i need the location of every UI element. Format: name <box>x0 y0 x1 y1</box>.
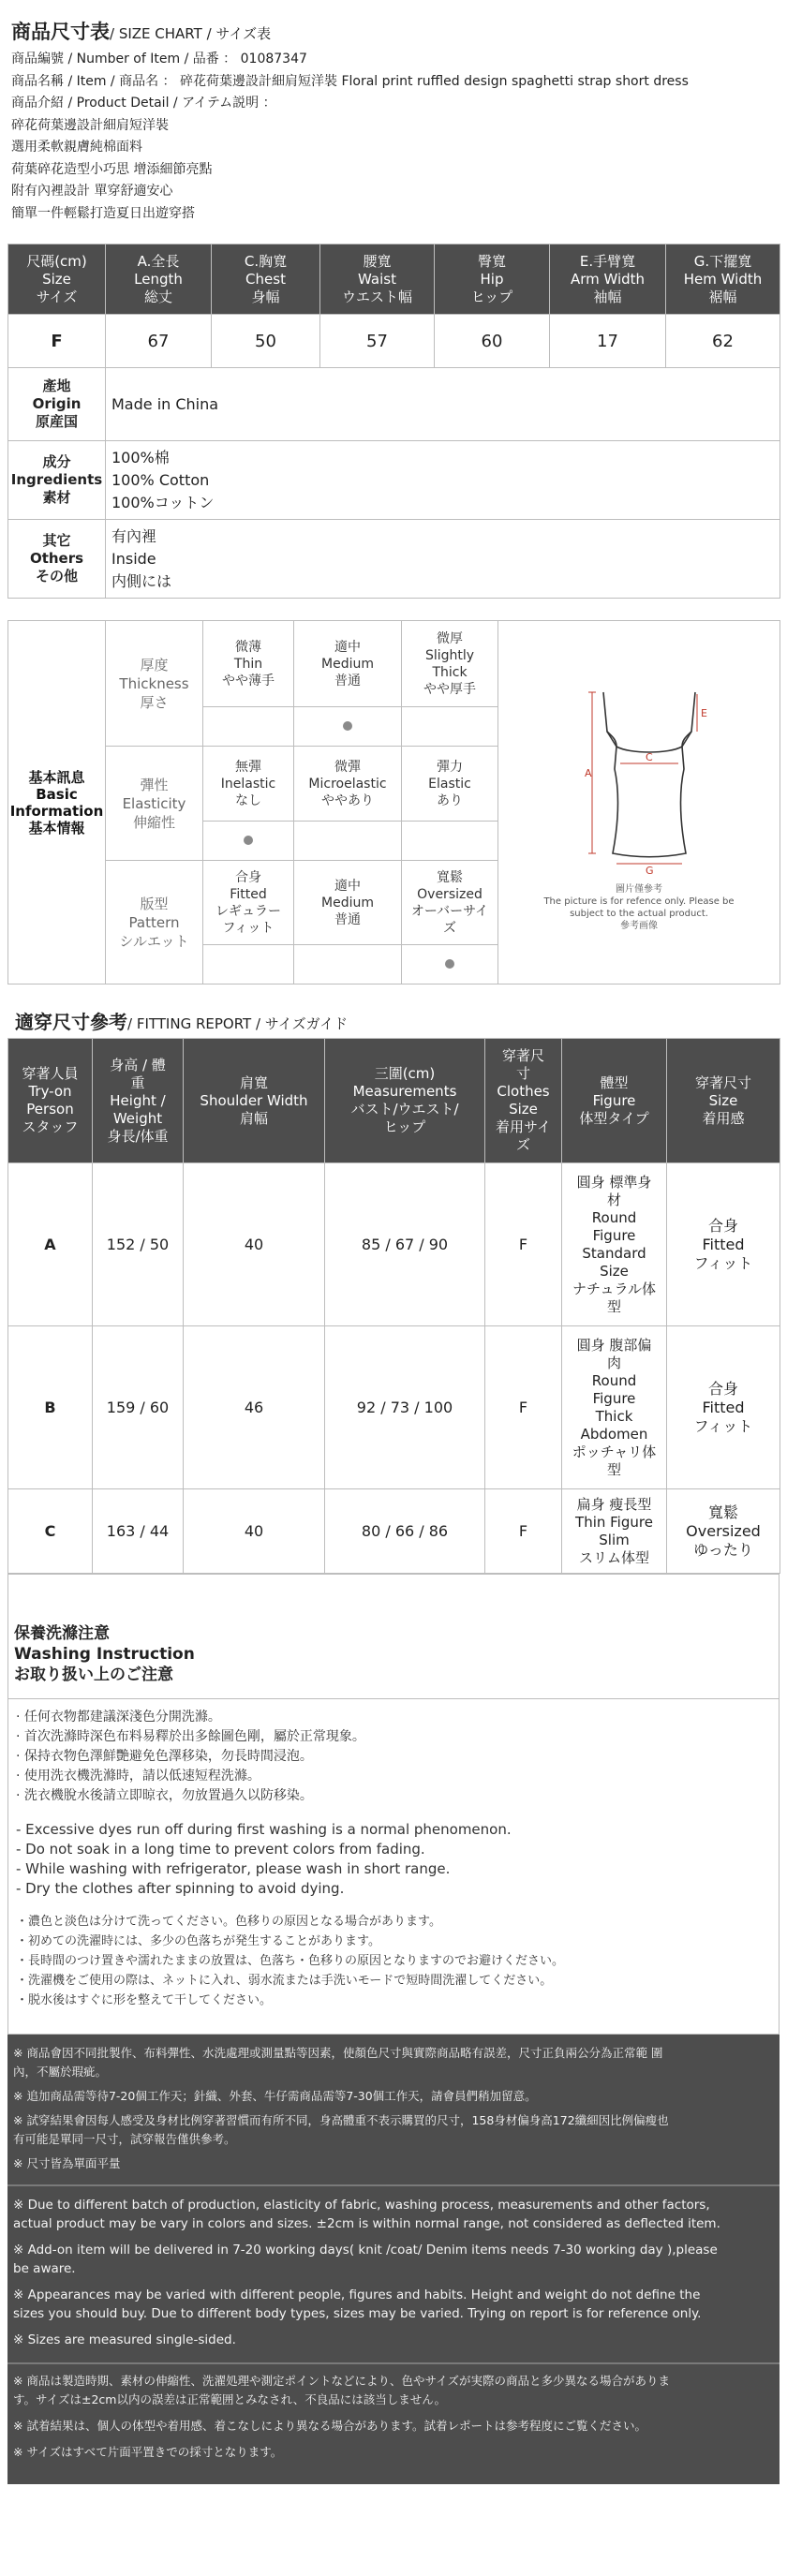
detail-label: 商品介紹 / Product Detail / アイテム説明 ： <box>11 96 276 111</box>
note-zh-line: 內，不屬於瑕疵。 <box>13 2065 108 2079</box>
size-row-f <box>8 315 780 368</box>
washing-zh-line: · 保持衣物色澤鮮艷避免色澤移染，勿長時間浸泡。 <box>16 1749 313 1764</box>
selected-dot <box>343 721 352 731</box>
size-table <box>7 244 780 599</box>
thickness-row <box>8 621 780 707</box>
washing-zh-line: · 洗衣機脫水後請立即晾衣，勿放置過久以防移染。 <box>16 1788 313 1803</box>
measurements-cell: 80 / 66 / 86 <box>325 1489 485 1574</box>
detail-line: 附有內裡設計 單穿舒適安心 <box>11 184 173 199</box>
dress-diagram <box>564 674 714 880</box>
shoulder-cell: 40 <box>184 1163 325 1326</box>
shoulder-cell: 40 <box>184 1489 325 1574</box>
figure-cell: 圓身 腹部偏 肉 Round Figure Thick Abdomen ポッチャリ体 型 <box>562 1326 667 1489</box>
pattern-label: 版型 Pattern シルエット <box>106 861 203 985</box>
basic-info-heading: 基本訊息 Basic Information 基本情報 <box>8 621 106 985</box>
thickness-option-thin: 微薄 Thin やや薄手 <box>203 621 294 707</box>
size-cell: F <box>485 1326 562 1489</box>
elasticity-mark <box>402 822 498 861</box>
detail-line: 荷葉碎花造型小巧思 增添細節亮點 <box>11 161 213 177</box>
selected-dot <box>445 959 454 969</box>
person-cell: A <box>8 1163 93 1326</box>
note-ja-line: す。サイズは±2cm以内の誤差は正常範囲とみなされ、不良品には該当しません。 <box>13 2392 446 2406</box>
washing-divider <box>8 1698 779 1699</box>
elasticity-mark <box>203 822 294 861</box>
hem-width-value: 62 <box>666 315 780 368</box>
shoulder-cell: 46 <box>184 1326 325 1489</box>
elasticity-mark <box>294 822 402 861</box>
washing-ja-line: ・濃色と淡色は分けて洗ってください。色移りの原因となる場合があります。 <box>16 1915 441 1929</box>
person-cell: C <box>8 1489 93 1574</box>
note-zh-line: ※ 尺寸皆為單面平量 <box>13 2156 121 2170</box>
fitting-report-table <box>7 1038 780 1574</box>
header-height-weight: 身高 / 體 重 Height / Weight 身長/体重 <box>93 1039 184 1163</box>
washing-ja-line: ・長時間のつけ置きや濡れたままの放置は、色落ち・色移りの原因となりますのでお避けください。 <box>16 1954 565 1968</box>
size-cell: F <box>485 1163 562 1326</box>
size-value: F <box>8 315 106 368</box>
item-name: 商品名稱 / Item / 商品名 ： 碎花荷葉邊設計細肩短洋裝 Floral print ruffled design spaghetti strap short dress <box>11 73 689 89</box>
table-row <box>8 1326 780 1489</box>
note-ja-line: ※ 試着結果は、個人の体型や着用感、着こなしにより異なる場合があります。試着レポートは参考程度にご覧ください。 <box>13 2419 646 2433</box>
diagram-letter-c: C <box>646 750 653 763</box>
washing-instructions <box>7 1574 780 2035</box>
measurements-cell: 85 / 67 / 90 <box>325 1163 485 1326</box>
header-chest: C.胸寬 Chest 身幅 <box>212 244 320 315</box>
thickness-mark <box>402 707 498 747</box>
diagram-letter-e: E <box>701 706 707 719</box>
height-weight-cell: 163 / 44 <box>93 1489 184 1574</box>
pattern-mark <box>203 945 294 985</box>
note-zh-line: ※ 追加商品需等待7-20個工作天；針織、外套、牛仔需商品需等7-30個工作天，請會員們稍加留意。 <box>13 2089 537 2103</box>
washing-zh-line: · 首次洗滌時深色布料易釋於出多餘圖色剛，屬於正常現象。 <box>16 1729 365 1744</box>
elasticity-option-elastic: 彈力 Elastic あり <box>402 747 498 822</box>
figure-cell: 扁身 瘦長型 Thin Figure Slim スリム体型 <box>562 1489 667 1574</box>
size-table-header-row <box>8 244 780 315</box>
origin-label: 產地 Origin 原産国 <box>8 368 106 441</box>
washing-en-line: - Do not soak in a long time to prevent colors from fading. <box>16 1841 425 1858</box>
page-title: 商品尺寸表/ SIZE CHART / サイズ表 <box>11 21 272 43</box>
pattern-option-oversized: 寬鬆 Oversized オーバーサイ ズ <box>402 861 498 945</box>
notes-divider <box>7 2184 780 2186</box>
hip-value: 60 <box>435 315 550 368</box>
other-value: 有內裡 Inside 内側には <box>106 520 780 599</box>
header-figure: 體型 Figure 体型タイプ <box>562 1039 667 1163</box>
fit-feel-cell: 合身 Fitted フィット <box>667 1326 780 1489</box>
washing-heading: 保養洗滌注意 Washing Instruction お取り扱い上のご注意 <box>14 1624 195 1684</box>
washing-en-line: - While washing with refrigerator, please wash in short range. <box>16 1860 451 1877</box>
table-row <box>8 1163 780 1326</box>
fitting-report-title: 適穿尺寸參考/ FITTING REPORT / サイズガイド <box>15 1011 349 1033</box>
header-waist: 腰寬 Waist ウエスト幅 <box>320 244 435 315</box>
chest-value: 50 <box>212 315 320 368</box>
note-en-line: be aware. <box>13 2261 76 2276</box>
item-number: 商品編號 / Number of Item / 品番 ： 01087347 <box>11 52 307 67</box>
diagram-letter-g: G <box>646 864 654 877</box>
material-value: 100%棉 100% Cotton 100%コットン <box>106 441 780 520</box>
thickness-option-thick: 微厚 Slightly Thick やや厚手 <box>402 621 498 707</box>
header-hem-width: G.下擺寬 Hem Width 裾幅 <box>666 244 780 315</box>
note-en-line: ※ Add-on item will be delivered in 7-20 working days( knit /coat/ Denim items needs 7-30 working day ),please <box>13 2243 718 2258</box>
fit-feel-cell: 合身 Fitted フィット <box>667 1163 780 1326</box>
notes-panel <box>7 2035 780 2484</box>
pattern-mark <box>294 945 402 985</box>
note-en-line: ※ Sizes are measured single-sided. <box>13 2332 236 2347</box>
other-row <box>8 520 780 599</box>
thickness-mark <box>294 707 402 747</box>
header-clothes-size: 穿著尺 寸 Clothes Size 着用サイ ズ <box>485 1039 562 1163</box>
waist-value: 57 <box>320 315 435 368</box>
person-cell: B <box>8 1326 93 1489</box>
origin-value: Made in China <box>106 368 780 441</box>
thickness-label: 厚度 Thickness 厚さ <box>106 621 203 747</box>
fit-feel-cell: 寬鬆 Oversized ゆったり <box>667 1489 780 1574</box>
length-value: 67 <box>106 315 212 368</box>
thickness-option-medium: 適中 Medium 普通 <box>294 621 402 707</box>
pattern-mark <box>402 945 498 985</box>
note-zh-line: 有可能是單同一尺寸，試穿報告僅供參考。 <box>13 2132 236 2146</box>
table-row <box>8 1489 780 1574</box>
note-en-line: sizes you should buy. Due to different body types, sizes may be varied. Trying on report is for reference only. <box>13 2306 702 2321</box>
detail-line: 選用柔軟親膚純棉面料 <box>11 140 142 155</box>
material-row <box>8 441 780 520</box>
pattern-option-medium: 適中 Medium 普通 <box>294 861 402 945</box>
header-length: A.全長 Length 総丈 <box>106 244 212 315</box>
elasticity-label: 彈性 Elasticity 伸縮性 <box>106 747 203 861</box>
origin-row <box>8 368 780 441</box>
header-person: 穿著人員 Try-on Person スタッフ <box>8 1039 93 1163</box>
header-hip: 臀寬 Hip ヒップ <box>435 244 550 315</box>
header-arm-width: E.手臂寬 Arm Width 袖幅 <box>550 244 666 315</box>
diagram-caption: 圖片僅參考 The picture is for refence only. Please be subject to the actual product. 參考画像 <box>543 883 735 931</box>
washing-ja-line: ・脱水後はすぐに形を整えて干してください。 <box>16 1993 273 2007</box>
detail-line: 碎花荷葉邊設計細肩短洋裝 <box>11 117 169 133</box>
arm-width-value: 17 <box>550 315 666 368</box>
height-weight-cell: 159 / 60 <box>93 1326 184 1489</box>
material-label: 成分 Ingredients 素材 <box>8 441 106 520</box>
note-en-line: ※ Due to different batch of production, elasticity of fabric, washing process, measurements and other factors, <box>13 2198 710 2213</box>
header-measurements: 三圍(cm) Measurements バスト/ウエスト/ ヒップ <box>325 1039 485 1163</box>
thickness-mark <box>203 707 294 747</box>
notes-divider <box>7 2362 780 2364</box>
selected-dot <box>244 836 253 845</box>
detail-line: 簡單一件輕鬆打造夏日出遊穿搭 <box>11 205 195 221</box>
header-size: 尺碼(cm) Size サイズ <box>8 244 106 315</box>
washing-zh-line: · 使用洗衣機洗滌時，請以低速短程洗滌。 <box>16 1769 260 1784</box>
pattern-option-fitted: 合身 Fitted レギュラー フィット <box>203 861 294 945</box>
size-cell: F <box>485 1489 562 1574</box>
note-en-line: ※ Appearances may be varied with different people, figures and habits. Height and weight do not define the <box>13 2287 701 2302</box>
header-fit-feel: 穿著尺寸 Size 着用感 <box>667 1039 780 1163</box>
other-label: 其它 Others その他 <box>8 520 106 599</box>
washing-en-line: - Dry the clothes after spinning to avoid dying. <box>16 1880 345 1897</box>
product-header <box>11 17 776 225</box>
washing-ja-line: ・初めての洗濯時には、多少の色落ちが発生することがあります。 <box>16 1934 380 1948</box>
elasticity-option-micro: 微彈 Microelastic ややあり <box>294 747 402 822</box>
elasticity-option-inelastic: 無彈 Inelastic なし <box>203 747 294 822</box>
diagram-letter-a: A <box>585 766 592 779</box>
dress-diagram-cell <box>498 621 780 985</box>
note-ja-line: ※ 商品は製造時期、素材の伸縮性、洗濯処理や測定ポイントなどにより、色やサイズが実際の商品と多少異なる場合がありま <box>13 2374 670 2388</box>
washing-zh-line: · 任何衣物都建議深淺色分開洗滌。 <box>16 1710 221 1725</box>
figure-cell: 圓身 標準身 材 Round Figure Standard Size ナチュラル体 型 <box>562 1163 667 1326</box>
basic-info-table <box>7 620 780 985</box>
note-ja-line: ※ サイズはすべて片面平置きでの採寸となります。 <box>13 2445 283 2459</box>
washing-en-line: - Excessive dyes run off during first washing is a normal phenomenon. <box>16 1821 512 1838</box>
header-shoulder: 肩寬 Shoulder Width 肩幅 <box>184 1039 325 1163</box>
height-weight-cell: 152 / 50 <box>93 1163 184 1326</box>
note-zh-line: ※ 商品會因不同批製作、布料彈性、水洗處理或測量點等因素，使顏色尺寸與實際商品略有誤差，尺寸正負兩公分為正常範 圍 <box>13 2046 663 2060</box>
note-en-line: actual product may be vary in colors and sizes. ±2cm is within normal range, not considered as deflected item. <box>13 2216 720 2231</box>
note-zh-line: ※ 試穿結果會因每人感受及身材比例穿著習慣而有所不同，身高體重不表示購買的尺寸，158身材偏身高172纖細因比例偏瘦也 <box>13 2113 669 2127</box>
measurements-cell: 92 / 73 / 100 <box>325 1326 485 1489</box>
washing-ja-line: ・洗濯機をご使用の際は、ネットに入れ、弱水流または手洗いモードで短時間洗濯してください。 <box>16 1974 553 1988</box>
fitting-header-row <box>8 1039 780 1163</box>
